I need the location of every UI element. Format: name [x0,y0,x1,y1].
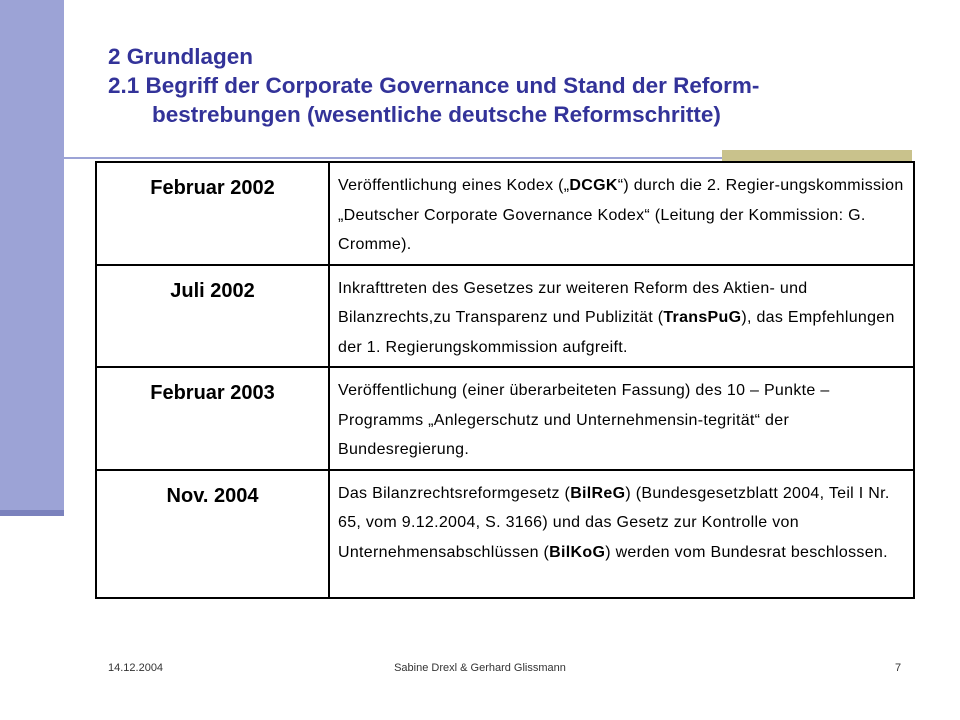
table-row [96,367,914,470]
title-line-3: bestrebungen (wesentliche deutsche Reformschritte) [152,102,721,127]
reform-description: Inkrafttreten des Gesetzes zur weiteren Reform des Aktien- und Bilanzrechts,zu Transparenz und Publizität (TransPuG), das Empfehlungen der 1. Regierungskommission aufgreift. [329,265,914,368]
slide-title [108,42,759,129]
table-row [96,265,914,368]
title-line-2: 2.1 Begriff der Corporate Governance und Stand der Reform- [108,73,760,98]
page-number: 7 [895,662,902,674]
footer-date: 14.12.2004 [108,662,164,674]
title-line-1: 2 Grundlagen [108,44,254,69]
reform-date: Februar 2003 [96,367,329,470]
footer-authors: Sabine Drexl & Gerhard Glissmann [394,662,566,674]
reform-date: Juli 2002 [96,265,329,368]
reform-description: Veröffentlichung eines Kodex („DCGK“) durch die 2. Regier-ungskommission „Deutscher Corporate Governance Kodex“ (Leitung der Kommission: G. Cromme). [329,162,914,265]
side-decoration-shadow [0,510,64,516]
reform-date: Nov. 2004 [96,470,329,598]
reform-date: Februar 2002 [96,162,329,265]
reform-description: Veröffentlichung (einer überarbeiteten Fassung) des 10 – Punkte – Programms „Anlegerschutz und Unternehmensin-tegrität“ der Bundesregierung. [329,367,914,470]
table-row [96,470,914,598]
reform-table [95,161,915,599]
table-row [96,162,914,265]
reform-description: Das Bilanzrechtsreformgesetz (BilReG) (Bundesgesetzblatt 2004, Teil I Nr. 65, vom 9.12.2004, S. 3166) und das Gesetz zur Kontrolle von Unternehmensabschlüssen (BilKoG) werden vom Bundesrat beschlossen. [329,470,914,598]
side-decoration-bar [0,0,64,514]
